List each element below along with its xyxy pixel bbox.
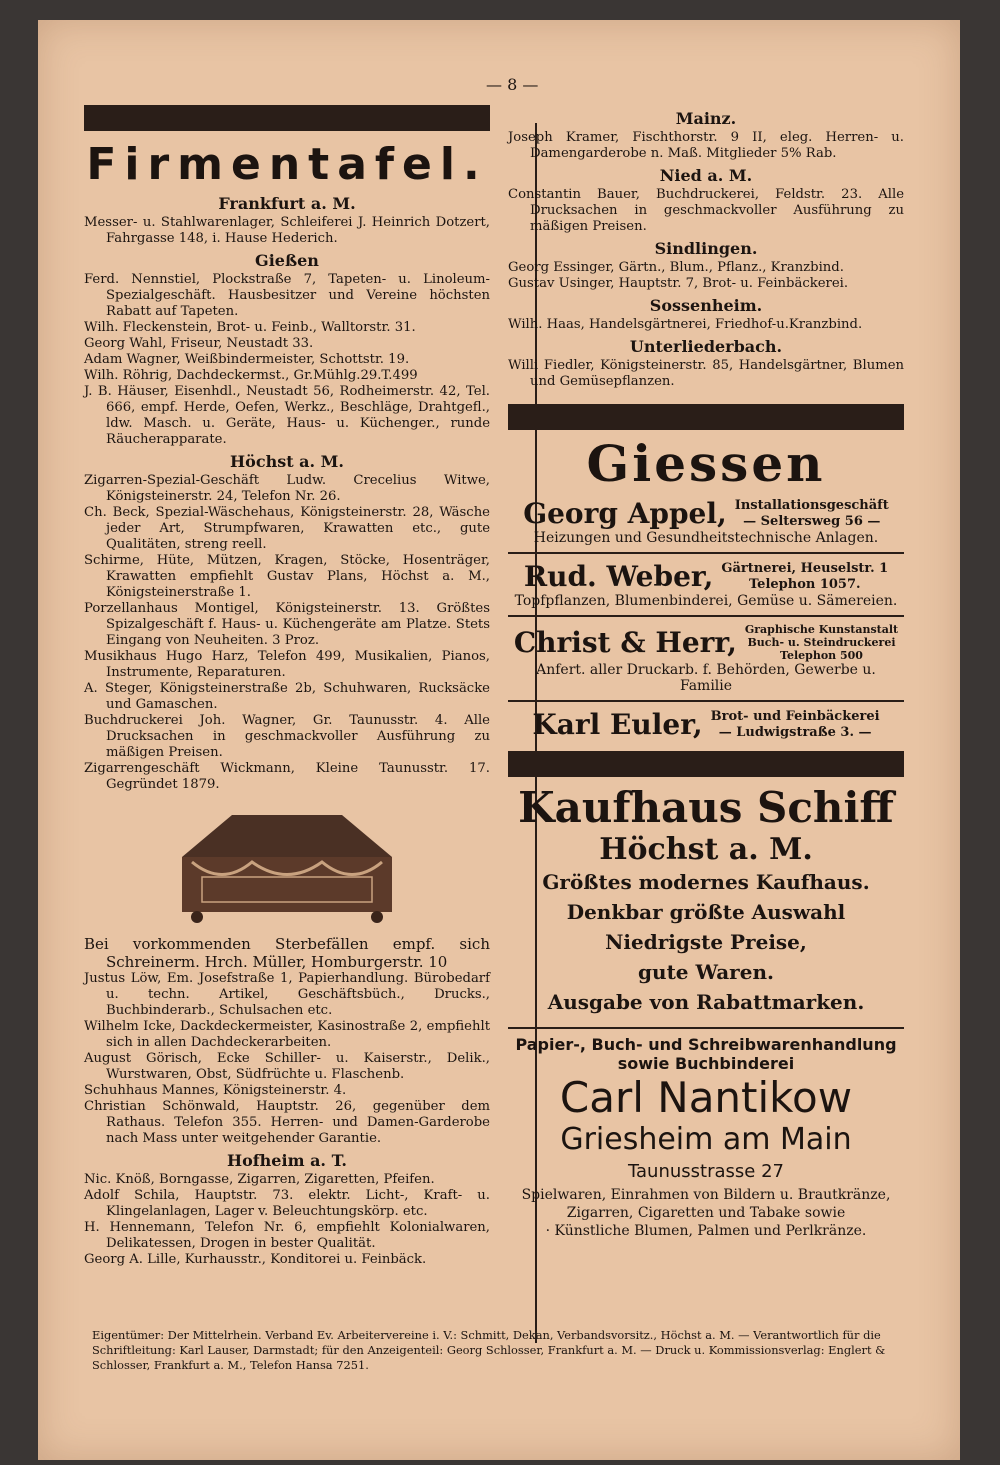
euler-name: Karl Euler, xyxy=(532,708,703,741)
euler-line1: Brot- und Feinbäckerei xyxy=(710,708,880,724)
directory-entry: Adolf Schila, Hauptstr. 73. elektr. Licht-, Kraft- u. Klingelanlagen, Lager v. Beleuchtungskörp. etc. xyxy=(84,1188,490,1219)
directory-entry: August Görisch, Ecke Schiller- u. Kaiserstr., Delik., Wurstwaren, Obst, Südfrüchte u. Flaschenb. xyxy=(84,1051,490,1082)
black-bar xyxy=(84,105,490,131)
directory-entry: Ferd. Nennstiel, Plockstraße 7, Tapeten- u. Linoleum-Spezialgeschäft. Hausbesitzer und Vereine höchsten Rabatt auf Tapeten. xyxy=(84,272,490,319)
kaufhaus-line: Niedrigste Preise, xyxy=(605,930,807,954)
kaufhaus-lines xyxy=(508,867,904,1017)
nantikow-line: Spielwaren, Einrahmen von Bildern u. Brautkränze, xyxy=(521,1187,891,1203)
city-heading: Nied a. M. xyxy=(659,166,753,185)
nantikow-line: · Künstliche Blumen, Palmen und Perlkränze. xyxy=(545,1223,867,1239)
nantikow-name: Carl Nantikow xyxy=(559,1073,853,1122)
christ-line1: Graphische Kunstanstalt xyxy=(744,623,899,636)
rule xyxy=(508,700,904,702)
kaufhaus-line: gute Waren. xyxy=(638,960,774,984)
christ-name: Christ & Herr, xyxy=(513,626,737,659)
directory-entry: Buchdruckerei Joh. Wagner, Gr. Taunusstr. 4. Alle Drucksachen in geschmackvoller Ausführung zu mäßigen Preisen. xyxy=(84,713,490,760)
directory-entry: Wilh. Röhrig, Dachdeckermst., Gr.Mühlg.29.T.499 xyxy=(84,368,418,383)
hofheim-entries xyxy=(84,1172,490,1268)
directory-entry: A. Steger, Königsteinerstraße 2b, Schuhwaren, Rucksäcke und Gamaschen. xyxy=(84,681,490,712)
directory-entry: Wilh. Fleckenstein, Brot- u. Feinb., Walltorstr. 31. xyxy=(84,320,416,335)
after-image-entries xyxy=(84,935,490,1147)
kaufhaus-place: Höchst a. M. xyxy=(599,832,813,867)
left-column xyxy=(84,105,490,1268)
weber-ad xyxy=(508,560,904,593)
kaufhaus-ad xyxy=(508,783,904,1017)
imprint-footer: Eigentümer: Der Mittelrhein. Verband Ev. Arbeitervereine i. V.: Schmitt, Dekan, Verbandsvorsitz., Höchst a. M. — Verantwortlich für die Schriftleitung: Karl Lauser, Darmstadt; für den Anzeigenteil: Georg Schlosser, Frankfurt a. M. — Druck u. Kommissionsverlag: Englert & Schlosser, Frankfurt a. M., Telefon Hansa 7251. xyxy=(92,1328,886,1372)
nantikow-lines xyxy=(508,1186,904,1240)
nantikow-line: Zigarren, Cigaretten und Tabake sowie xyxy=(566,1205,846,1221)
christ-line2: Buch- u. Steindruckerei xyxy=(747,636,896,649)
euler-line2: — Ludwigstraße 3. — xyxy=(718,724,872,740)
appel-sub: Heizungen und Gesundheitstechnische Anlagen. xyxy=(533,530,879,546)
rule xyxy=(508,1027,904,1029)
nantikow-place: Griesheim am Main xyxy=(560,1122,852,1157)
directory-entry: Messer- u. Stahlwarenlager, Schleiferei J. Heinrich Dotzert, Fahrgasse 148, i. Hause Hederich. xyxy=(84,215,490,246)
left-directory xyxy=(84,194,490,793)
city-heading: Unterliederbach. xyxy=(629,337,783,356)
rule xyxy=(508,615,904,617)
weber-sub: Topfpflanzen, Blumenbinderei, Gemüse u. Sämereien. xyxy=(514,593,898,609)
directory-entry: J. B. Häuser, Eisenhdl., Neustadt 56, Rodheimerstr. 42, Tel. 666, empf. Herde, Oefen, Werkz., Beschläge, Drahtgefl., ldw. Masch. u. Geräte, Haus- u. Küchenger., runde Räucherapparate. xyxy=(84,384,490,447)
directory-entry: Schuhhaus Mannes, Königsteinerstr. 4. xyxy=(84,1083,347,1098)
kaufhaus-title: Kaufhaus Schiff xyxy=(518,783,894,832)
directory-entry: Musikhaus Hugo Harz, Telefon 499, Musikalien, Pianos, Instrumente, Reparaturen. xyxy=(84,649,490,680)
firmentafel-title: Firmentafel. xyxy=(86,139,488,190)
directory-entry: Georg Wahl, Friseur, Neustadt 33. xyxy=(84,336,314,351)
city-heading: Sindlingen. xyxy=(654,239,758,258)
directory-entry: Constantin Bauer, Buchdruckerei, Feldstr. 23. Alle Drucksachen in geschmackvoller Ausführung zu mäßigen Preisen. xyxy=(508,187,904,234)
directory-entry: Schirme, Hüte, Mützen, Kragen, Stöcke, Hosenträger, Krawatten empfiehlt Gustav Plans, Höchst a. M., Königsteinerstraße 1. xyxy=(84,553,490,600)
directory-entry: H. Hennemann, Telefon Nr. 6, empfiehlt Kolonialwaren, Delikatessen, Drogen in bester Qualität. xyxy=(84,1220,490,1251)
coffin-illustration xyxy=(162,807,412,927)
directory-entry: Joseph Kramer, Fischthorstr. 9 II, eleg. Herren- u. Damengarderobe n. Maß. Mitglieder 5% Rab. xyxy=(508,130,904,161)
weber-line2: Telephon 1057. xyxy=(748,576,861,592)
right-column xyxy=(508,105,904,1240)
rule xyxy=(508,552,904,554)
kaufhaus-line: Ausgabe von Rabattmarken. xyxy=(547,990,865,1014)
nantikow-top: Papier-, Buch- und Schreibwarenhandlung xyxy=(515,1035,897,1054)
directory-entry: Gustav Usinger, Hauptstr. 7, Brot- u. Feinbäckerei. xyxy=(508,276,849,291)
appel-line2: — Seltersweg 56 — xyxy=(743,513,881,529)
directory-entry: Porzellanhaus Montigel, Königsteinerstr. 13. Größtes Spizalgeschäft f. Haus- u. Küchengeräte am Platze. Stets Eingang von Neuheiten. 3 Proz. xyxy=(84,601,490,648)
nantikow-street: Taunusstrasse 27 xyxy=(628,1161,784,1182)
page-number: — 8 — xyxy=(486,75,539,94)
giessen-title: Giessen xyxy=(586,434,826,493)
black-bar xyxy=(508,751,904,777)
city-heading: Mainz. xyxy=(675,109,737,128)
appel-name: Georg Appel, xyxy=(523,497,727,530)
directory-entry: Adam Wagner, Weißbindermeister, Schottstr. 19. xyxy=(84,352,410,367)
giessen-ads xyxy=(508,434,904,741)
directory-entry: Willi Fiedler, Königsteinerstr. 85, Handelsgärtner, Blumen und Gemüsepflanzen. xyxy=(508,358,904,389)
city-heading: Frankfurt a. M. xyxy=(218,194,356,213)
nantikow-ad xyxy=(508,1035,904,1240)
christ-sub: Anfert. aller Druckarb. f. Behörden, Gewerbe u. Familie xyxy=(536,662,876,694)
city-heading-hofheim: Hofheim a. T. xyxy=(227,1151,347,1170)
kaufhaus-line: Denkbar größte Auswahl xyxy=(566,900,846,924)
appel-ad xyxy=(508,497,904,530)
directory-entry: Ch. Beck, Spezial-Wäschehaus, Königsteinerstr. 28, Wäsche jeder Art, Strumpfwaren, Krawatten etc., gute Qualitäten, streng reell. xyxy=(84,505,490,552)
directory-entry: Georg Essinger, Gärtn., Blum., Pflanz., Kranzbind. xyxy=(508,260,844,275)
directory-entry: Wilhelm Icke, Dackdeckermeister, Kasinostraße 2, empfiehlt sich in allen Dachdeckerarbeiten. xyxy=(84,1019,490,1050)
directory-entry: Zigarren-Spezial-Geschäft Ludw. Crecelius Witwe, Königsteinerstr. 24, Telefon Nr. 26. xyxy=(84,473,490,504)
christ-line3: Telephon 500 xyxy=(780,649,863,662)
christ-ad xyxy=(508,623,904,662)
city-heading: Gießen xyxy=(255,251,319,270)
euler-ad xyxy=(508,708,904,741)
appel-line1: Installationsgeschäft xyxy=(734,497,889,513)
black-bar xyxy=(508,404,904,430)
directory-entry: Christian Schönwald, Hauptstr. 26, gegenüber dem Rathaus. Telefon 355. Herren- und Damen-Garderobe nach Mass unter weitgehender Garantie. xyxy=(84,1099,490,1146)
directory-entry: Wilh. Haas, Handelsgärtnerei, Friedhof-u.Kranzbind. xyxy=(508,317,863,332)
kaufhaus-line: Größtes modernes Kaufhaus. xyxy=(542,870,870,894)
nantikow-top2: sowie Buchbinderei xyxy=(617,1054,795,1073)
directory-entry: Georg A. Lille, Kurhausstr., Konditorei u. Feinbäck. xyxy=(84,1252,427,1267)
directory-entry: Nic. Knöß, Borngasse, Zigarren, Zigaretten, Pfeifen. xyxy=(84,1172,435,1187)
right-directory xyxy=(508,109,904,390)
directory-entry: Zigarrengeschäft Wickmann, Kleine Taunusstr. 17. Gegründet 1879. xyxy=(84,761,490,792)
weber-line1: Gärtnerei, Heuselstr. 1 xyxy=(721,560,889,576)
weber-name: Rud. Weber, xyxy=(523,560,714,593)
directory-entry: Bei vorkommenden Sterbefällen empf. sich Schreinerm. Hrch. Müller, Homburgerstr. 10 xyxy=(84,935,490,971)
directory-entry: Justus Löw, Em. Josefstraße 1, Papierhandlung. Bürobedarf u. techn. Artikel, Geschäftsbüch., Drucks., Buchbinderarb., Schulsachen etc. xyxy=(84,971,490,1018)
city-heading: Sossenheim. xyxy=(649,296,763,315)
city-heading: Höchst a. M. xyxy=(230,452,344,471)
